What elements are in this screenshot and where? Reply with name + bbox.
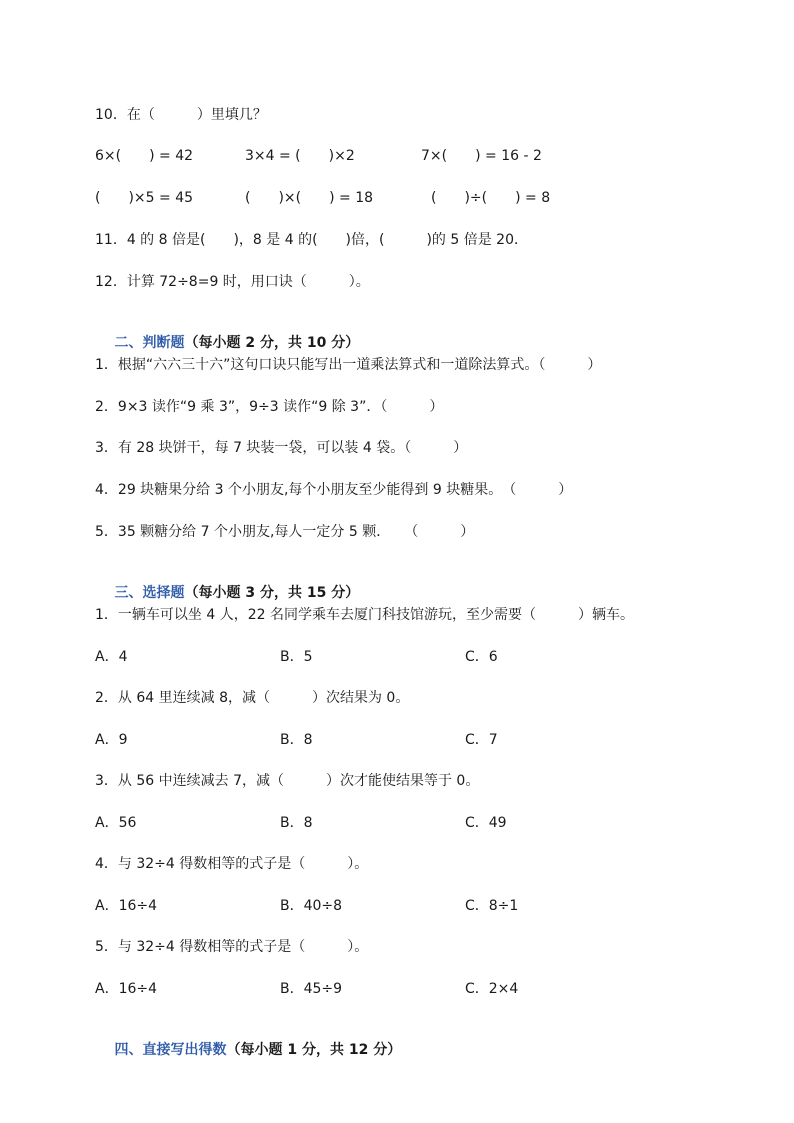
option-c: C．8÷1 [465,898,519,914]
choice-question: 2．从 64 里连续减 8，减（ ）次结果为 0。 [95,690,410,706]
option-c: C．6 [465,649,498,665]
option-c: C．49 [465,815,507,831]
section-score-note: （每小题 1 分，共 12 分） [226,1042,402,1058]
option-a: A．9 [95,732,128,748]
section-title: 三、选择题 [114,585,185,601]
option-b: B．40÷8 [280,898,343,914]
section-title: 二、判断题 [114,335,185,351]
choice-question: 5．与 32÷4 得数相等的式子是（ ）。 [95,939,369,955]
equation: ( )÷( ) = 8 [431,190,551,206]
option-c: C．7 [465,732,498,748]
option-c: C．2×4 [465,981,519,997]
option-b: B．5 [280,649,313,665]
equation: 6×( ) = 42 [95,148,194,164]
judge-item: 4．29 块糖果分给 3 个小朋友,每个小朋友至少能得到 9 块糖果。 （ ） [95,482,573,498]
choice-question: 4．与 32÷4 得数相等的式子是（ ）。 [95,856,369,872]
choice-question: 3．从 56 中连续减去 7，减（ ）次才能使结果等于 0。 [95,773,480,789]
choice-question: 1．一辆车可以坐 4 人，22 名同学乘车去厦门科技馆游玩，至少需要（ ）辆车。 [95,607,634,623]
question-10: 10．在（ ）里填几？ [95,107,267,123]
option-a: A．16÷4 [95,898,158,914]
option-b: B．8 [280,815,313,831]
question-11: 11．4 的 8 倍是( )，8 是 4 的( )倍，( )的 5 倍是 20． [95,232,528,248]
option-b: B．45÷9 [280,981,343,997]
section-score-note: （每小题 2 分，共 10 分） [184,335,360,351]
question-12: 12．计算 72÷8=9 时，用口诀（ ）。 [95,274,370,290]
option-a: A．16÷4 [95,981,158,997]
judge-item: 5．35 颗糖分给 7 个小朋友,每人一定分 5 颗． （ ） [95,524,475,540]
section-score-note: （每小题 3 分，共 15 分） [184,585,360,601]
section-heading-direct [95,1020,754,1080]
section-title: 四、直接写出得数 [114,1042,227,1058]
judge-item: 1．根据“六六三十六”这句口诀只能写出一道乘法算式和一道除法算式。（ ） [95,357,602,373]
option-a: A．56 [95,815,137,831]
equation: 3×4 = ( )×2 [245,148,355,164]
option-b: B．8 [280,732,313,748]
judge-item: 2．9×3 读作“9 乘 3”，9÷3 读作“9 除 3”．（ ） [95,399,444,415]
option-a: A．4 [95,649,128,665]
equation: 7×( ) = 16 - 2 [421,148,542,164]
equation: ( )×( ) = 18 [245,190,374,206]
judge-item: 3．有 28 块饼干，每 7 块装一袋，可以装 4 袋。（ ） [95,440,468,456]
equation: ( )×5 = 45 [95,190,194,206]
